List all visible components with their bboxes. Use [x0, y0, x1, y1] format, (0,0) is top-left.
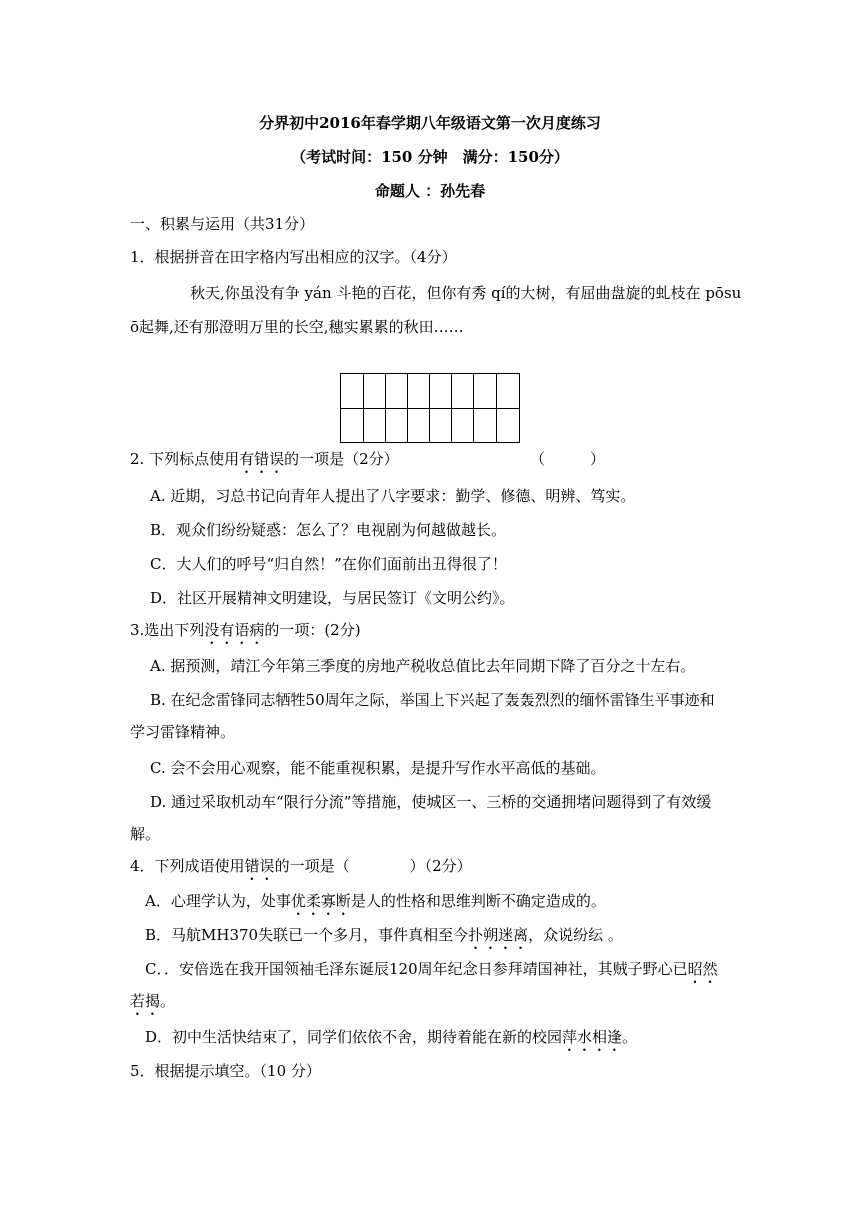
grid-line	[429, 374, 430, 442]
question-3-option-b-line2: 学习雷锋精神。	[130, 723, 236, 741]
question-2-option-d: D．社区开展精神文明建设，与居民签订《文明公约》。	[150, 589, 515, 607]
question-3-option-c: C. 会不会用心观察，能不能重视积累，是提升写作水平高低的基础。	[150, 759, 606, 777]
question-1-text-line2: ō起舞,还有那澄明万里的长空,穗实累累的秋田……	[130, 318, 464, 336]
question-4-option-a: A．心理学认为，处事优柔寡断是人的性格和思维判断不确定造成的。	[145, 892, 606, 910]
emphasis-text: 有错误	[239, 450, 285, 468]
question-3-option-d-line2: 解。	[130, 825, 161, 843]
document-title: 分界初中2016年春学期八年级语文第一次月度练习	[259, 114, 601, 132]
emphasis-text: 错误	[244, 857, 275, 875]
grid-horizontal-line	[341, 408, 519, 409]
emphasis-text: 优柔寡断	[290, 892, 351, 910]
grid-line	[385, 374, 386, 442]
grid-line	[451, 374, 452, 442]
section-title: 一、积累与运用（共31分）	[130, 215, 315, 233]
grid-line	[407, 374, 408, 442]
question-3-option-a: A. 据预测，靖江今年第三季度的房地产税收总值比去年同期下降了百分之十左右。	[150, 657, 696, 675]
grid-line	[496, 374, 497, 442]
grid-line	[473, 374, 474, 442]
question-2-option-a: A. 近期，习总书记向青年人提出了八字要求：勤学、修德、明辨、笃实。	[150, 487, 636, 505]
emphasis-text: 扑朔迷离	[468, 926, 529, 944]
question-3-stem: 3.选出下列没有语病的一项：(2分)	[130, 621, 361, 639]
question-5-stem: 5．根据提示填空。（10 分）	[130, 1062, 321, 1080]
emphasis-text: 没有语病	[204, 621, 265, 639]
exam-info: （考试时间：150 分钟 满分：150分）	[291, 148, 569, 166]
question-2-stem: 2. 下列标点使用有错误的一项是（2分）	[130, 450, 399, 468]
question-4-option-c-line2: 若揭。	[130, 992, 176, 1010]
question-4-option-d: D．初中生活快结束了，同学们依依不舍，期待着能在新的校园萍水相逢。	[145, 1028, 638, 1046]
emphasis-text: 若揭	[130, 992, 161, 1010]
question-4-option-c-line1: C．．安倍选在我开国领袖毛泽东诞辰120周年纪念日参拜靖国神社，其贼子野心已昭然	[145, 960, 718, 978]
question-2-option-c: C．大人们的呼号“归自然！”在你们面前出丑得很了！	[150, 555, 507, 573]
question-1-text-line1: 秋天,你虽没有争 yán 斗艳的百花，但你有秀 qí的大树，有屈曲盘旋的虬枝在 pōsu	[190, 284, 742, 302]
question-3-option-d-line1: D. 通过采取机动车“限行分流”等措施，使城区一、三桥的交通拥堵问题得到了有效缓	[150, 793, 712, 811]
grid-line	[363, 374, 364, 442]
question-2-option-b: B．观众们纷纷疑惑：怎么了？电视剧为何越做越长。	[150, 521, 507, 539]
answer-paren[interactable]: （ ）	[530, 450, 606, 468]
question-3-option-b-line1: B. 在纪念雷锋同志牺牲50周年之际，举国上下兴起了轰轰烈烈的缅怀雷锋生平事迹和	[150, 691, 715, 709]
emphasis-text: 萍水相逢	[562, 1028, 623, 1046]
tianzige-grid[interactable]	[340, 373, 520, 443]
emphasis-text: 昭然	[687, 960, 718, 978]
question-4-stem: 4．下列成语使用错误的一项是（ ）（2分）	[130, 857, 472, 875]
question-1-stem: 1．根据拼音在田字格内写出相应的汉字。（4分）	[130, 248, 457, 266]
author-line: 命题人 ：孙先春	[374, 182, 486, 200]
question-4-option-b: B．马航MH370失联已一个多月，事件真相至今扑朔迷离，众说纷纭 。	[145, 926, 623, 944]
